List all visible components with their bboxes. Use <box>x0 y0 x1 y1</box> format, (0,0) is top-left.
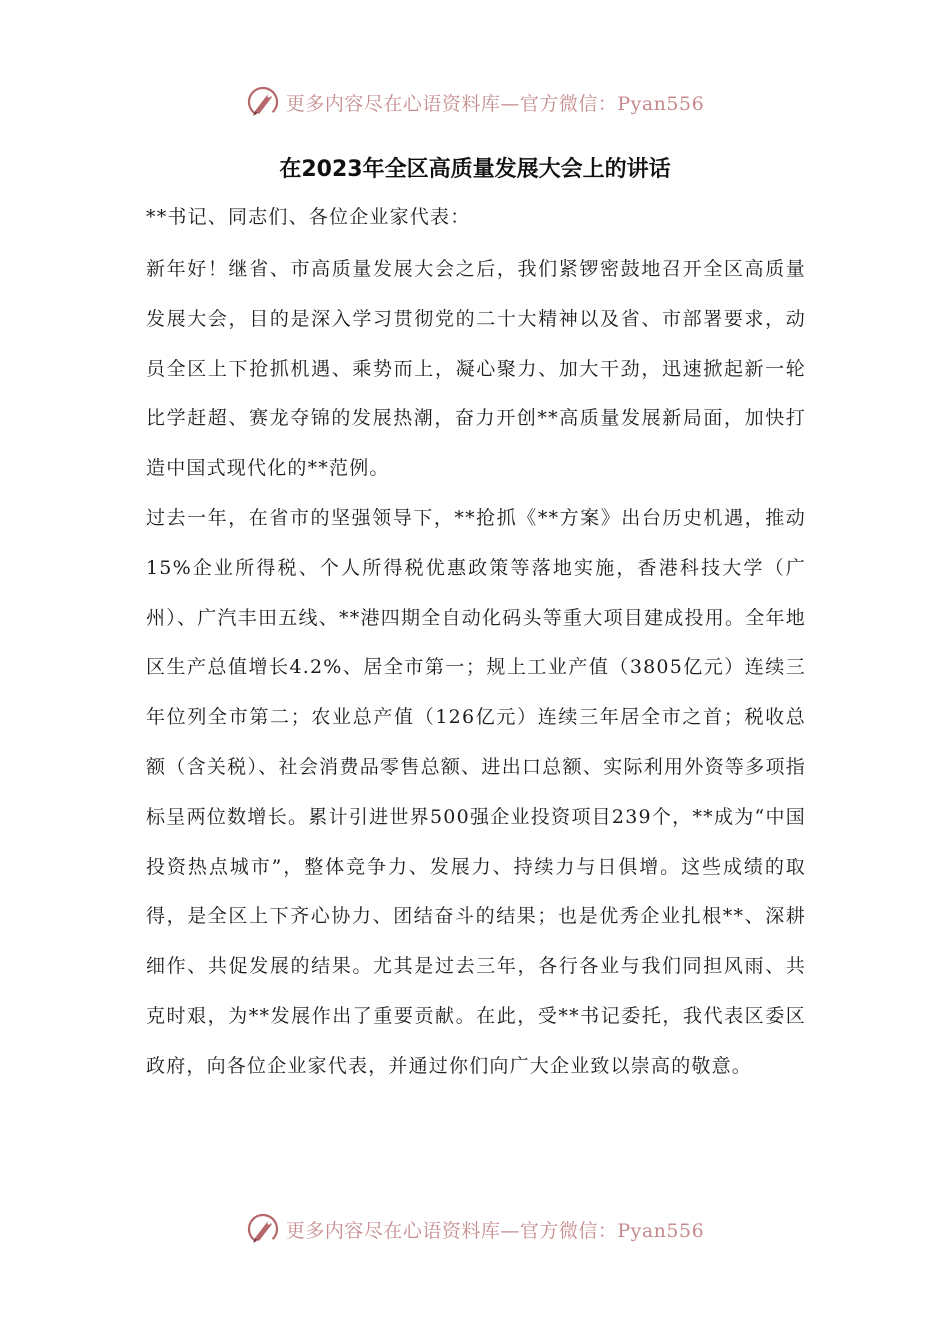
watermark-text: 更多内容尽在心语资料库—官方微信：Pyan556 <box>285 1219 705 1242</box>
footer-watermark-inner <box>246 1212 704 1246</box>
pen-nib-logo-icon <box>246 85 280 119</box>
paragraph-2: 过去一年，在省市的坚强领导下，**抢抓《**方案》出台历史机遇，推动15%企业所得税、个人所得税优惠政策等落地实施，香港科技大学（广州）、广汽丰田五线、**港四期全自动化码头等重大项目建成投用。全年地区生产总值增长4.2%、居全市第一；规上工业产值（3805亿元）连续三年位列全市第二；农业总产值（126亿元）连续三年居全市之首；税收总额（含关税）、社会消费品零售总额、进出口总额、实际利用外资等多项指标呈两位数增长。累计引进世界500强企业投资项目239个，**成为“中国投资热点城市”，整体竞争力、发展力、持续力与日俱增。这些成绩的取得，是全区上下齐心协力、团结奋斗的结果；也是优秀企业扎根**、深耕细作、共促发展的结果。尤其是过去三年，各行各业与我们同担风雨、共克时艰，为**发展作出了重要贡献。在此，受**书记委托，我代表区委区政府，向各位企业家代表，并通过你们向广大企业致以崇高的敬意。 <box>146 506 806 1077</box>
pen-nib-logo-icon <box>246 1212 280 1246</box>
header-watermark-inner <box>246 85 704 119</box>
paragraph-1: 新年好！继省、市高质量发展大会之后，我们紧锣密鼓地召开全区高质量发展大会，目的是深入学习贯彻党的二十大精神以及省、市部署要求，动员全区上下抢抓机遇、乘势而上，凝心聚力、加大干劲，迅速掀起新一轮比学赶超、赛龙夺锦的发展热潮，奋力开创**高质量发展新局面，加快打造中国式现代化的**范例。 <box>146 258 806 480</box>
document-body <box>146 195 806 1092</box>
header-watermark <box>0 80 950 124</box>
watermark-text: 更多内容尽在心语资料库—官方微信：Pyan556 <box>285 92 705 115</box>
salutation: **书记、同志们、各位企业家代表： <box>146 206 471 228</box>
footer-watermark <box>0 1207 950 1251</box>
document-title: 在2023年全区高质量发展大会上的讲话 <box>279 157 671 182</box>
